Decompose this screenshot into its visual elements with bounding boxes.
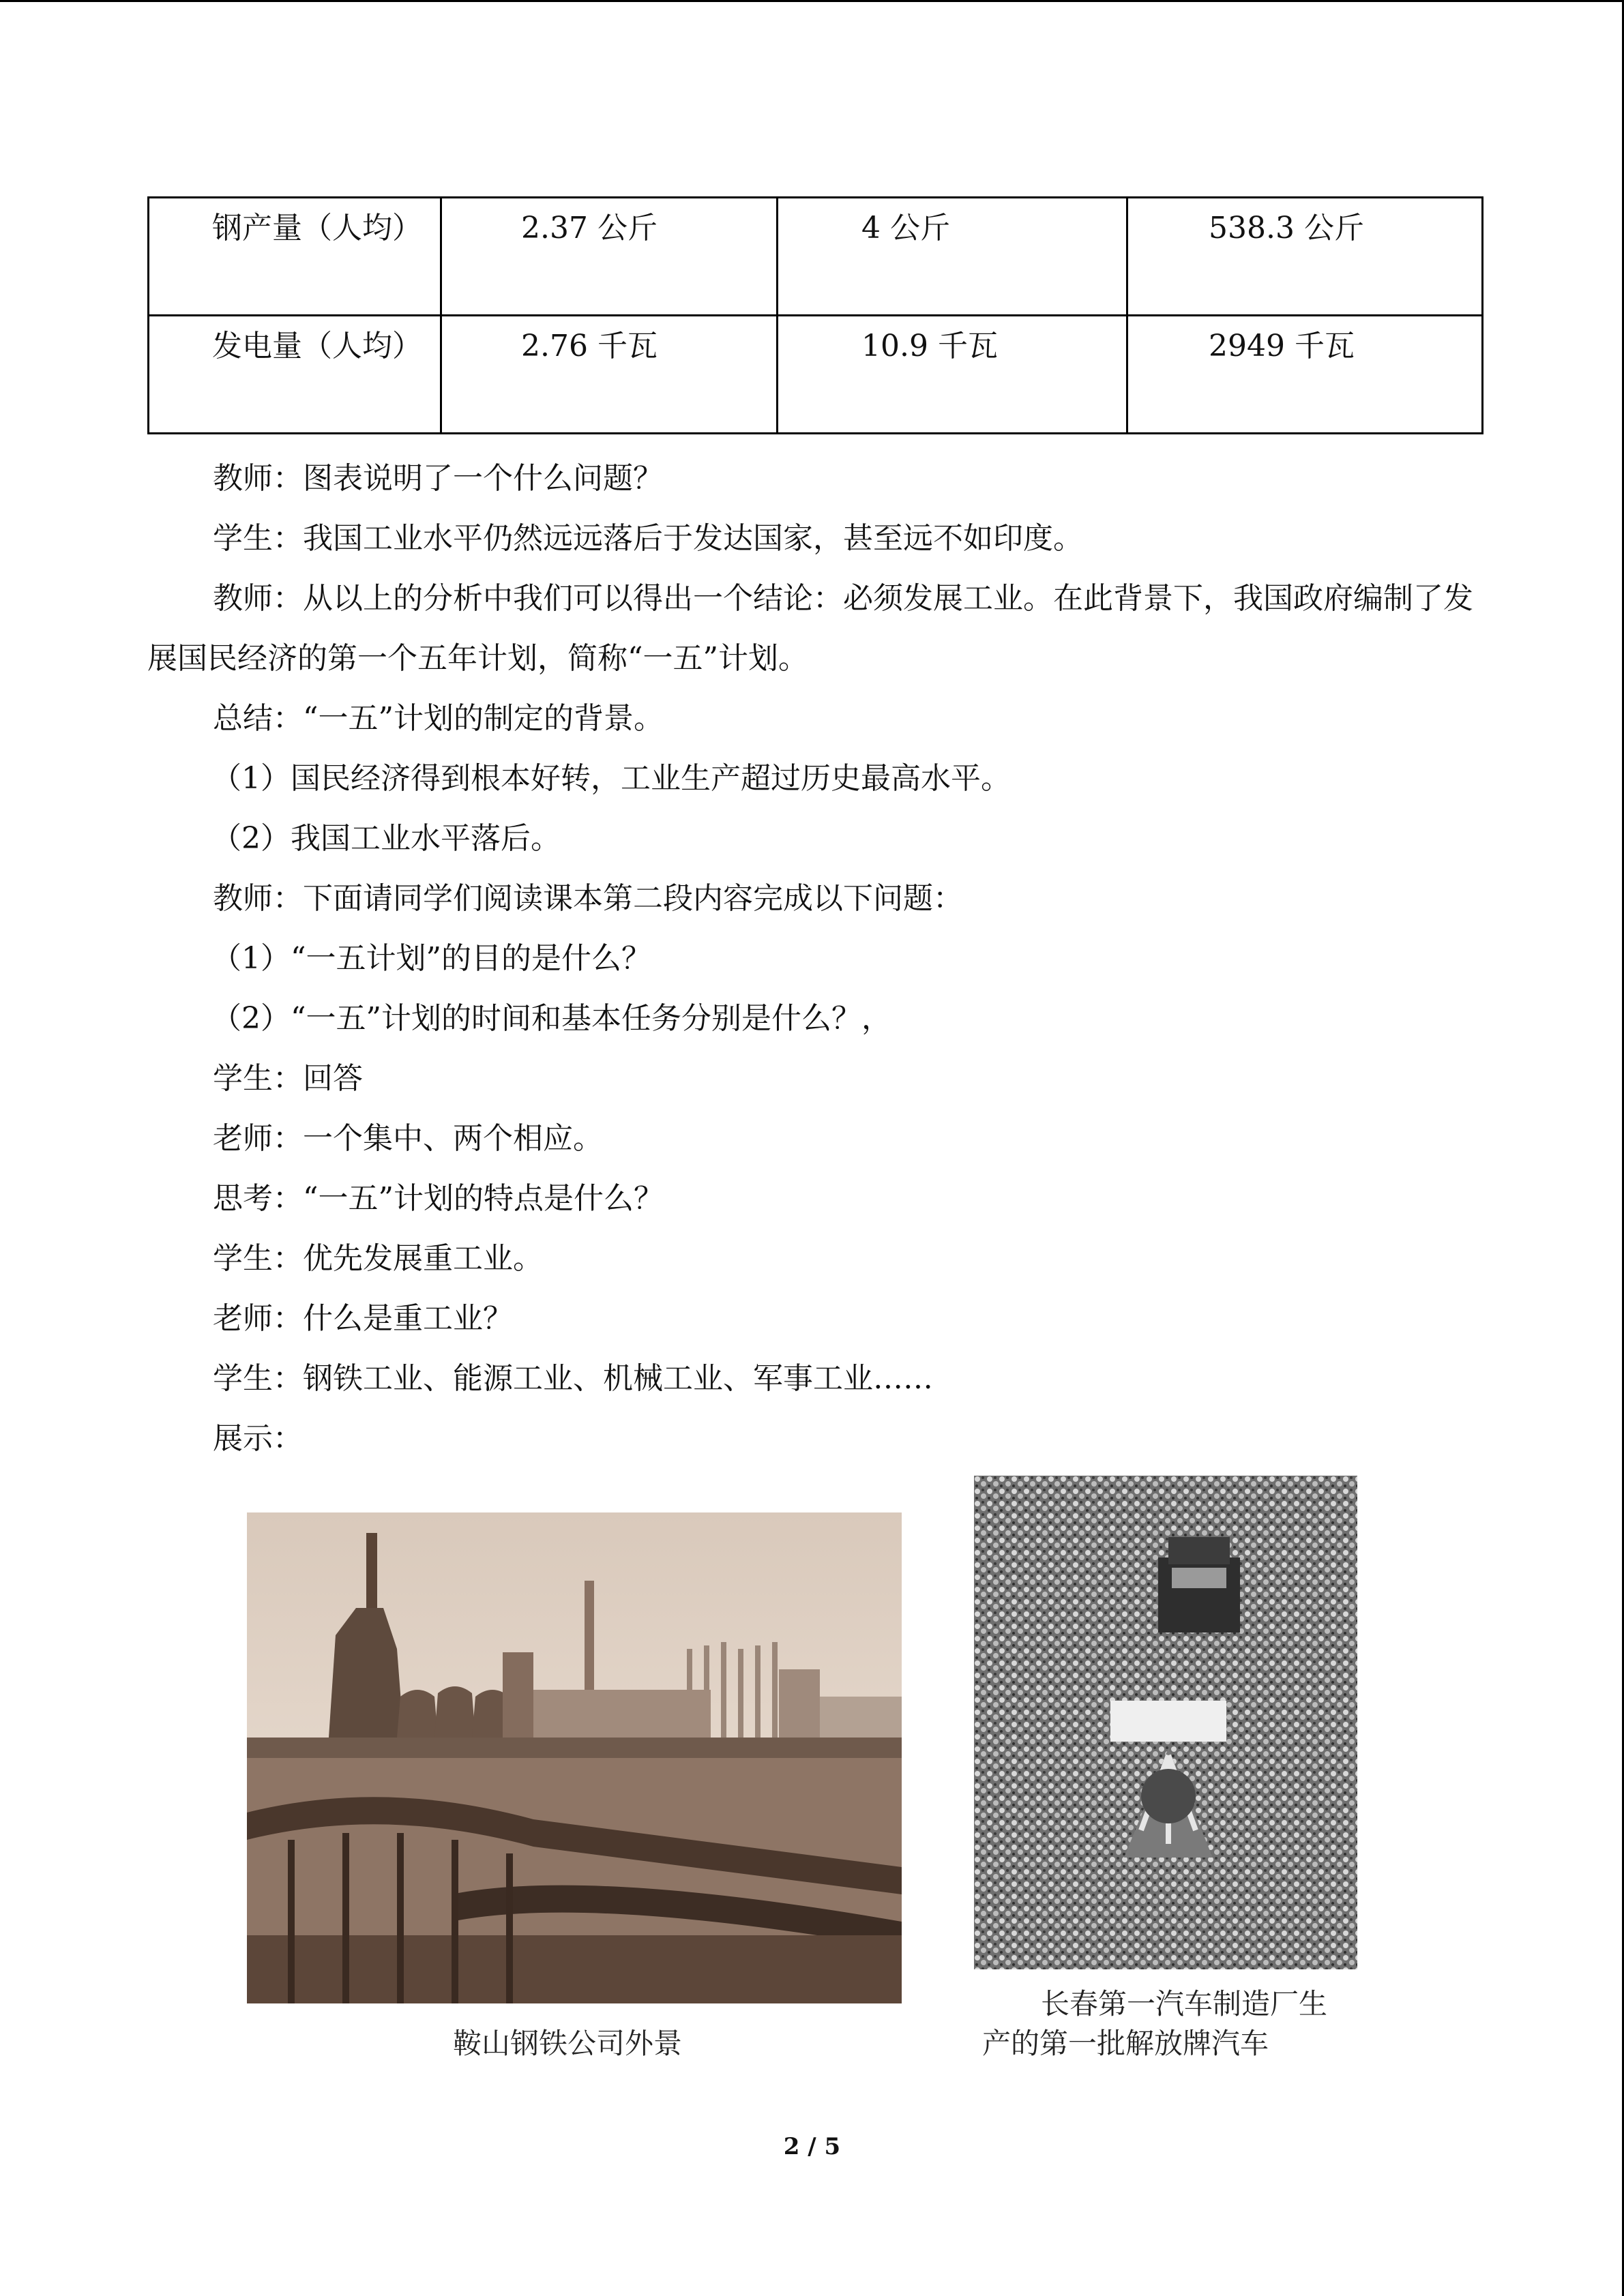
changchun-caption-line1: 长春第一汽车制造厂生 <box>1041 1987 1328 2021</box>
cell-value: 10.9 千瓦 <box>861 329 998 363</box>
value-cell <box>1127 316 1483 434</box>
paragraph: 教师：从以上的分析中我们可以得出一个结论：必须发展工业。在此背景下，我国政府编制了发展国民经济的第一个五年计划，简称“一五”计划。 <box>147 581 1473 676</box>
paragraph: 总结：“一五”计划的制定的背景。 <box>213 701 664 736</box>
cell-value: 4 公斤 <box>861 211 950 245</box>
page-number: 2 / 5 <box>783 2133 841 2160</box>
paragraph: 教师：下面请同学们阅读课本第二段内容完成以下问题： <box>213 881 963 916</box>
paragraph: 教师：图表说明了一个什么问题？ <box>213 461 663 496</box>
paragraph: 老师：一个集中、两个相应。 <box>213 1121 603 1156</box>
lesson-dialogue <box>147 449 1477 1469</box>
row-label-cell <box>149 316 441 434</box>
value-cell <box>778 316 1127 434</box>
table-row <box>149 198 1483 316</box>
cell-value: 2.37 公斤 <box>521 211 658 245</box>
paragraph: 老师：什么是重工业？ <box>213 1301 513 1336</box>
comparison-table <box>147 196 1483 434</box>
value-cell <box>1127 198 1483 316</box>
changchun-faw-photo <box>974 1476 1357 1969</box>
paragraph: 学生：钢铁工业、能源工业、机械工业、军事工业…… <box>213 1361 933 1396</box>
cell-value: 2949 千瓦 <box>1209 329 1355 363</box>
list-item: （1）国民经济得到根本好转，工业生产超过历史最高水平。 <box>211 761 1011 796</box>
cell-value: 2.76 千瓦 <box>521 329 658 363</box>
table-row <box>149 316 1483 434</box>
row-label-cell <box>149 198 441 316</box>
value-cell <box>441 316 778 434</box>
row-label: 发电量（人均） <box>212 329 422 363</box>
anshan-steel-illustration <box>247 1512 902 2003</box>
paragraph: 思考：“一五”计划的特点是什么？ <box>213 1181 664 1216</box>
paragraph: 展示： <box>213 1421 303 1456</box>
list-item: （1）“一五计划”的目的是什么？ <box>211 941 651 976</box>
row-label: 钢产量（人均） <box>212 211 422 245</box>
list-item: （2）“一五”计划的时间和基本任务分别是什么？， <box>211 1001 891 1036</box>
changchun-crowd-illustration <box>974 1476 1357 1969</box>
changchun-caption-line2: 产的第一批解放牌汽车 <box>982 2027 1269 2060</box>
paragraph: 学生：优先发展重工业。 <box>213 1241 543 1276</box>
anshan-steel-photo <box>247 1512 902 2003</box>
paragraph: 学生：回答 <box>213 1061 363 1096</box>
cell-value: 538.3 公斤 <box>1209 211 1364 245</box>
list-item: （2）我国工业水平落后。 <box>211 821 561 856</box>
anshan-caption: 鞍山钢铁公司外景 <box>453 2027 683 2060</box>
paragraph: 学生：我国工业水平仍然远远落后于发达国家，甚至远不如印度。 <box>213 521 1083 556</box>
value-cell <box>441 198 778 316</box>
value-cell <box>778 198 1127 316</box>
